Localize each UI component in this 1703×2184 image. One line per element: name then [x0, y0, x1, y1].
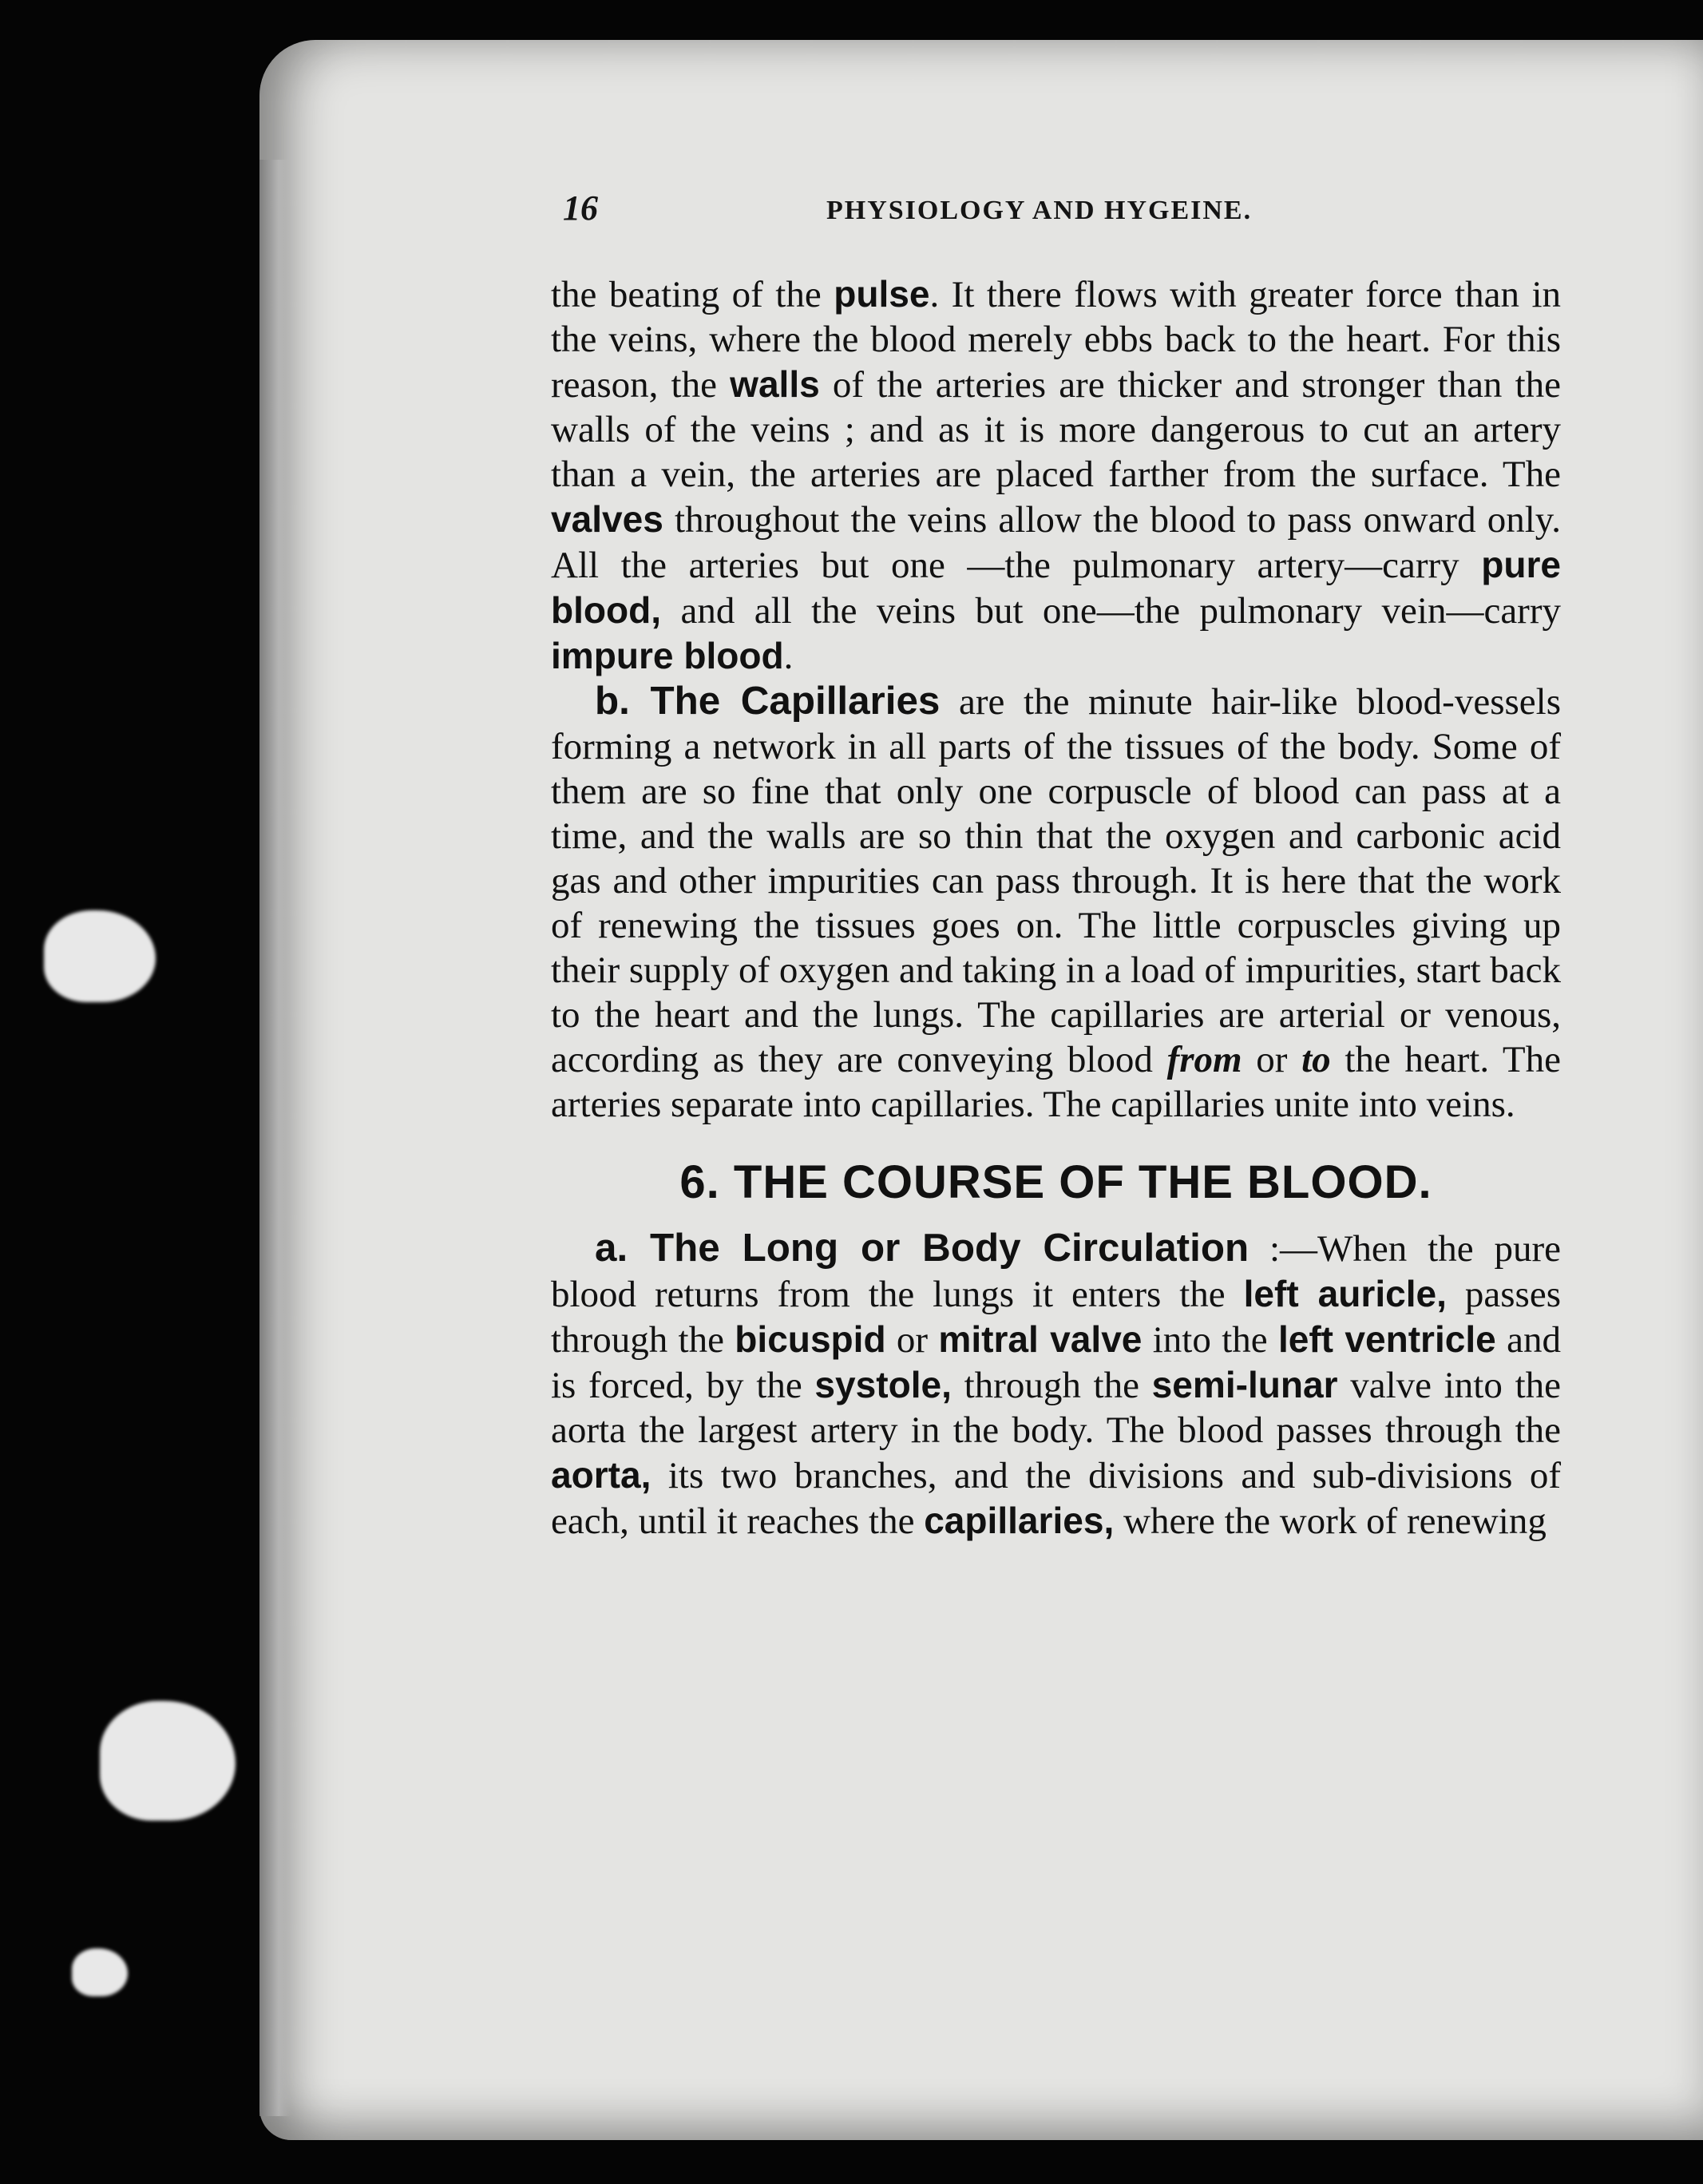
text-run: where the work of renewing	[1114, 1500, 1547, 1542]
body-text	[551, 272, 1561, 1544]
bold-term: valves	[551, 498, 663, 540]
paragraph-body-circulation	[551, 1226, 1561, 1544]
text-run: . It there flows with greater force than in the veins, where the blood merely ebbs back to the heart. For this reason, the	[551, 274, 1562, 406]
text-run: its two branches, and the divisions and sub-divisions of each, until it reaches the	[551, 1455, 1561, 1542]
italic-term: to	[1301, 1039, 1331, 1080]
paragraph-arteries	[551, 272, 1561, 679]
text-run: the heart. The arteries separate into capillaries. The capillaries unite into veins.	[551, 1039, 1562, 1125]
text-run: the beating of the	[551, 274, 834, 315]
bold-term: bicuspid	[735, 1318, 886, 1360]
subsection-lead: b. The Capillaries	[595, 679, 941, 723]
subsection-lead: a. The Long or Body Circulation	[595, 1226, 1250, 1270]
bold-term: semi-lunar	[1151, 1364, 1338, 1405]
section-heading: 6. THE COURSE OF THE BLOOD.	[679, 1156, 1432, 1208]
bold-term: mitral valve	[938, 1318, 1143, 1360]
page-spine-shadow	[259, 160, 291, 2116]
text-run: and is forced, by the	[551, 1319, 1561, 1406]
bold-term: walls	[730, 363, 820, 405]
text-run: into the	[1142, 1319, 1278, 1361]
text-run: valve into the aorta the largest artery in the body. The blood passes through the	[551, 1365, 1561, 1451]
running-title: PHYSIOLOGY AND HYGEINE.	[826, 196, 1253, 225]
scan-artifact-spot	[72, 1948, 128, 1996]
bold-term: pulse	[834, 273, 930, 315]
italic-term: from	[1166, 1039, 1242, 1080]
paragraph-capillaries	[551, 679, 1561, 1127]
bold-term: left auricle,	[1243, 1273, 1447, 1314]
scan-artifact-spot	[100, 1701, 236, 1821]
bold-term: capillaries,	[924, 1500, 1115, 1541]
bold-term: impure blood	[551, 635, 784, 676]
scan-artifact-spot	[44, 910, 156, 1002]
bold-term: systole,	[814, 1364, 952, 1405]
text-run: :—When the pure blood returns from the lungs it enters the	[551, 1228, 1561, 1315]
text-run: and all the veins but one—the pulmonary vein—carry	[661, 590, 1561, 632]
text-run: throughout the veins allow the blood to pass onward only. All the arteries but one —the pulmonary artery—carry	[551, 499, 1561, 586]
text-run: are the minute hair-like blood-vessels forming a network in all parts of the tissues of the body. Some of them are so fine that only one corpuscle of blood can pass at a time, and the walls are so thin that the oxygen and carbonic acid gas and other impurities can pass through. It is here that the work of renewing the tissues goes on. The little corpuscles giving up their supply of oxygen and taking in a load of impurities, start back to the heart and the lungs. The capillaries are arterial or venous, according as they are conveying blood	[551, 681, 1561, 1080]
bold-term: pure blood,	[551, 544, 1561, 631]
text-run: or	[885, 1319, 939, 1361]
text-run: passes through the	[551, 1274, 1561, 1361]
text-run: through the	[951, 1365, 1152, 1406]
page-number: 16	[563, 188, 598, 228]
text-run: or	[1242, 1039, 1302, 1080]
running-head	[563, 188, 1561, 244]
bold-term: left ventricle	[1277, 1318, 1496, 1360]
text-run: of the arteries are thicker and stronger than the walls of the veins ; and as it is more dangerous to cut an artery than a vein, the arteries are placed farther from the surface. The	[551, 364, 1561, 495]
bold-term: aorta,	[551, 1454, 651, 1496]
text-run: .	[783, 636, 794, 677]
